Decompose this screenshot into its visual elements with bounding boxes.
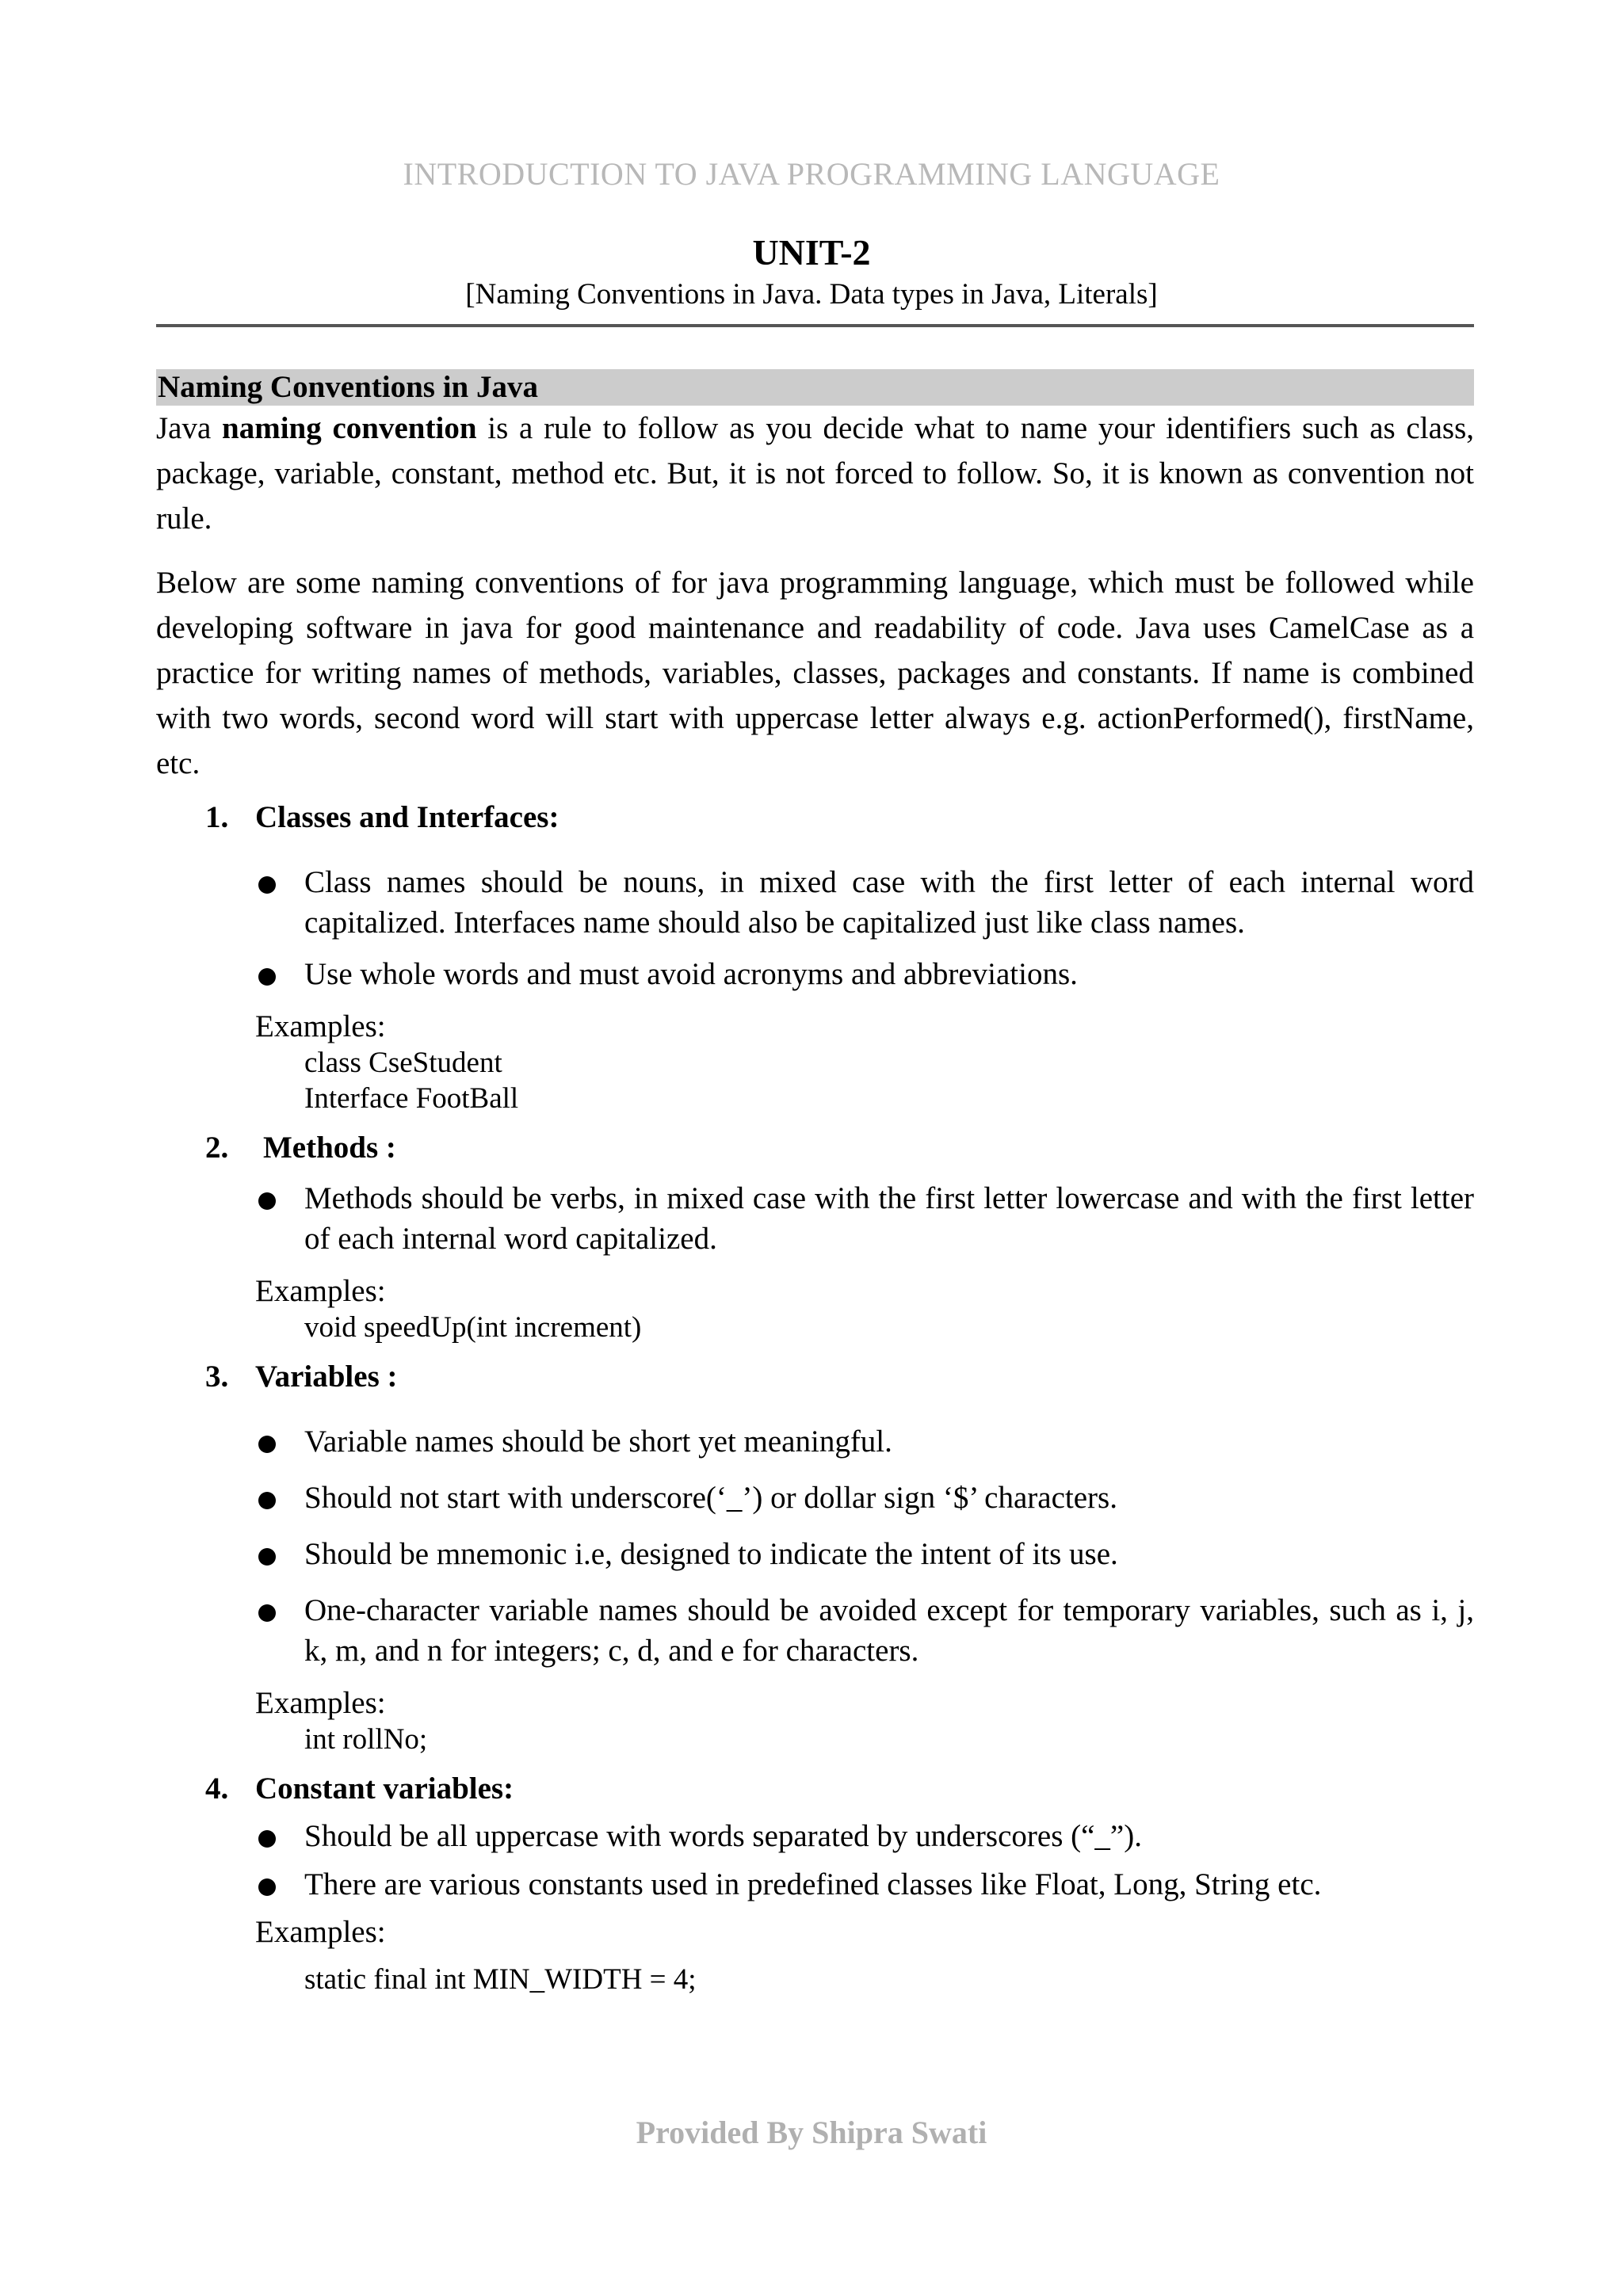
bullet-item [255,1534,1474,1574]
intro-paragraph [156,406,1474,541]
example-code: Interface FootBall [304,1082,519,1115]
bullet-text: Variable names should be short yet meaningful. [304,1425,892,1459]
example-code: static final int MIN_WIDTH = 4; [304,1963,697,1996]
item-title: Constant variables: [255,1772,514,1806]
item-title: Methods : [263,1131,396,1165]
examples-label: Examples: [255,1009,386,1043]
examples-label: Examples: [255,1274,386,1308]
bullet-text: Should be mnemonic i.e, designed to indicate the intent of its use. [304,1537,1118,1571]
list-item-classes [156,797,1474,1116]
bullet-icon [258,968,276,986]
list-item-constants [156,1768,1474,1997]
bullet-item [255,1178,1474,1259]
example-code: class CseStudent [304,1047,502,1079]
bullet-icon [258,1830,276,1848]
bullet-item [255,1864,1474,1905]
item-number: 4. [205,1772,229,1806]
list-item-methods [156,1127,1474,1345]
main-content [156,369,1474,1997]
item-number: 3. [205,1360,229,1394]
intro-bold-term: naming convention [222,411,477,445]
bullet-item [255,1478,1474,1518]
bullet-icon [258,1436,276,1453]
unit-title: UNIT-2 [752,232,871,273]
bullet-text: One-character variable names should be avoided except for temporary variables, such as i, j, k, m, and n for integers; c, d, and e for characters. [304,1593,1474,1668]
bullet-icon [258,1878,276,1896]
bullet-icon [258,1192,276,1210]
bullet-item [255,954,1474,994]
examples-label: Examples: [255,1686,386,1720]
bullet-icon [258,1548,276,1566]
bullet-icon [258,876,276,894]
bullet-item [255,1816,1474,1856]
bullet-text: Should not start with underscore(‘_’) or dollar sign ‘$’ characters. [304,1481,1117,1515]
bullet-text: Methods should be verbs, in mixed case with the first letter lowercase and with the first letter of each internal word capitalized. [304,1181,1474,1256]
item-title: Variables : [255,1360,398,1394]
list-item-variables [156,1356,1474,1757]
header-divider [156,324,1474,327]
intro-prefix: Java [156,411,223,445]
item-number: 2. [205,1131,229,1165]
bullet-text: Class names should be nouns, in mixed case with the first letter of each internal word capitalized. Interfaces name should also be capitalized just like class names. [304,865,1474,940]
bullet-item [255,1590,1474,1671]
bullet-item [255,862,1474,943]
bullet-text: Should be all uppercase with words separated by underscores (“_”). [304,1819,1142,1853]
item-title: Classes and Interfaces: [255,800,559,834]
example-code: int rollNo; [304,1723,428,1756]
footer-credit: Provided By Shipra Swati [636,2115,987,2150]
example-code: void speedUp(int increment) [304,1311,642,1344]
second-paragraph: Below are some naming conventions of for java programming language, which must be followed while developing software in java for good maintenance and readability of code. Java uses CamelCase as a practice for writing names of methods, variables, classes, packages and constants. If name is combined with two words, second word will start with uppercase letter always e.g. actionPerformed(), firstName, etc. [156,566,1474,780]
bullet-text: Use whole words and must avoid acronyms and abbreviations. [304,957,1078,991]
unit-topics: [Naming Conventions in Java. Data types in Java, Literals] [465,278,1158,311]
section-heading: Naming Conventions in Java [156,369,1474,406]
examples-label: Examples: [255,1915,386,1949]
intro-rest: is a rule to follow as you decide what to name your identifiers such as class, package, variable, constant, method etc. But, it is not forced to follow. So, it is known as convention not rule. [156,411,1474,536]
bullet-item [255,1421,1474,1462]
item-number: 1. [205,800,229,834]
bullet-icon [258,1492,276,1509]
course-title: INTRODUCTION TO JAVA PROGRAMMING LANGUAGE [403,156,1220,192]
bullet-text: There are various constants used in predefined classes like Float, Long, String etc. [304,1867,1322,1901]
bullet-icon [258,1604,276,1622]
